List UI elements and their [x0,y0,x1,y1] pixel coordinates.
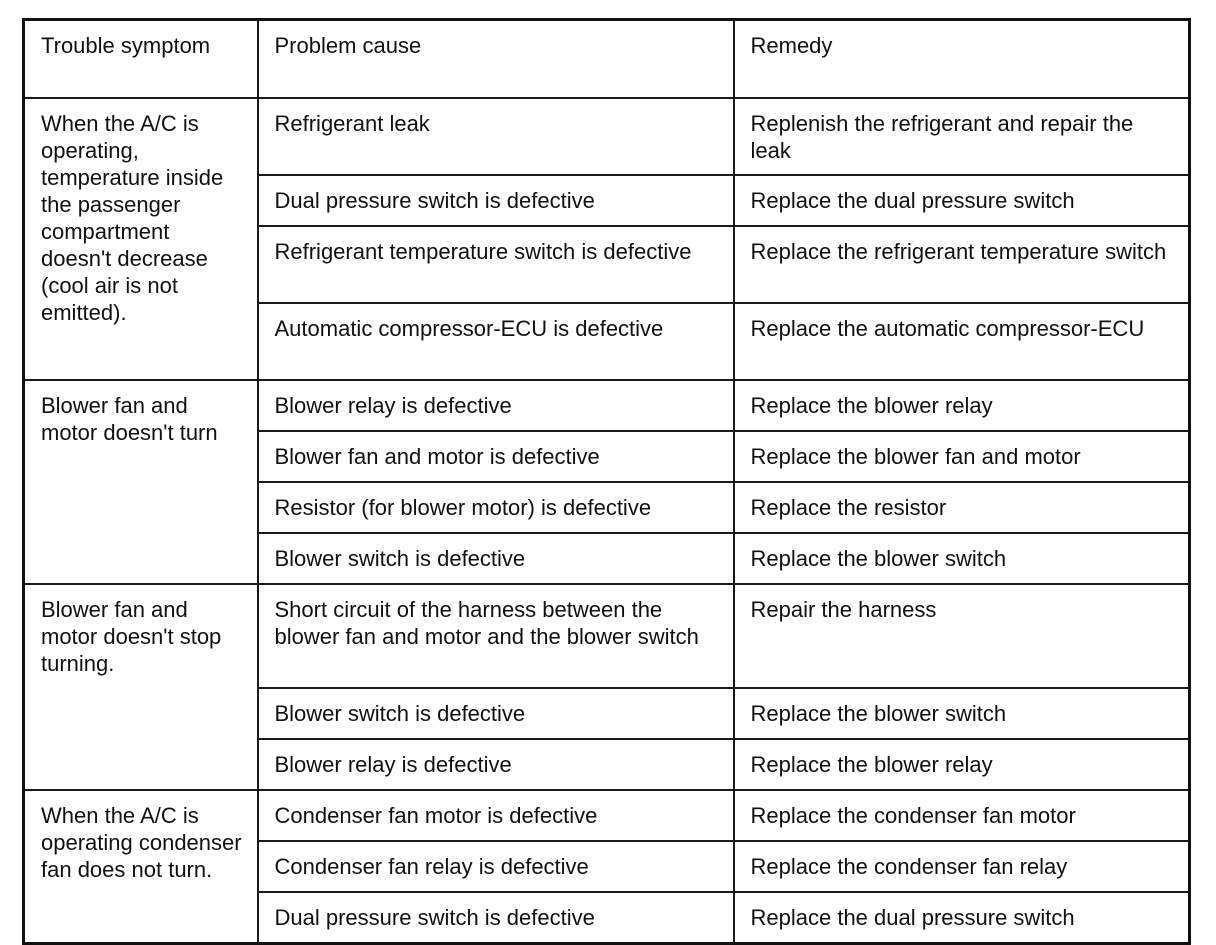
remedy-cell: Replace the condenser fan relay [734,841,1190,892]
troubleshooting-table [22,18,1191,945]
cause-cell: Refrigerant leak [258,98,734,175]
cause-cell: Automatic compressor-ECU is defective [258,303,734,380]
cause-cell: Short circuit of the harness between the blower fan and motor and the blower switch [258,584,734,688]
remedy-cell: Replace the blower switch [734,688,1190,739]
table-header-row [24,20,1190,99]
symptom-cell: When the A/C is operating condenser fan does not turn. [24,790,258,944]
cause-cell: Dual pressure switch is defective [258,892,734,944]
cause-cell: Refrigerant temperature switch is defective [258,226,734,303]
remedy-cell: Replace the condenser fan motor [734,790,1190,841]
header-remedy: Remedy [734,20,1190,99]
cause-cell: Resistor (for blower motor) is defective [258,482,734,533]
header-problem-cause: Problem cause [258,20,734,99]
cause-cell: Blower relay is defective [258,739,734,790]
remedy-cell: Replenish the refrigerant and repair the leak [734,98,1190,175]
remedy-cell: Replace the dual pressure switch [734,175,1190,226]
remedy-cell: Replace the refrigerant temperature switch [734,226,1190,303]
symptom-cell: When the A/C is operating, temperature inside the passenger compartment doesn't decrease (cool air is not emitted). [24,98,258,380]
remedy-cell: Replace the blower switch [734,533,1190,584]
symptom-cell: Blower fan and motor doesn't turn [24,380,258,584]
remedy-cell: Replace the automatic compressor-ECU [734,303,1190,380]
remedy-cell: Replace the blower fan and motor [734,431,1190,482]
remedy-cell: Replace the blower relay [734,739,1190,790]
remedy-cell: Replace the dual pressure switch [734,892,1190,944]
table-row [24,98,1190,175]
cause-cell: Blower relay is defective [258,380,734,431]
table-row [24,584,1190,688]
cause-cell: Condenser fan motor is defective [258,790,734,841]
cause-cell: Blower switch is defective [258,533,734,584]
remedy-cell: Repair the harness [734,584,1190,688]
remedy-cell: Replace the blower relay [734,380,1190,431]
symptom-cell: Blower fan and motor doesn't stop turning. [24,584,258,790]
cause-cell: Blower switch is defective [258,688,734,739]
table-row [24,380,1190,431]
table-row [24,790,1190,841]
remedy-cell: Replace the resistor [734,482,1190,533]
cause-cell: Condenser fan relay is defective [258,841,734,892]
header-trouble-symptom: Trouble symptom [24,20,258,99]
cause-cell: Dual pressure switch is defective [258,175,734,226]
cause-cell: Blower fan and motor is defective [258,431,734,482]
troubleshooting-table-wrapper [22,18,1188,945]
